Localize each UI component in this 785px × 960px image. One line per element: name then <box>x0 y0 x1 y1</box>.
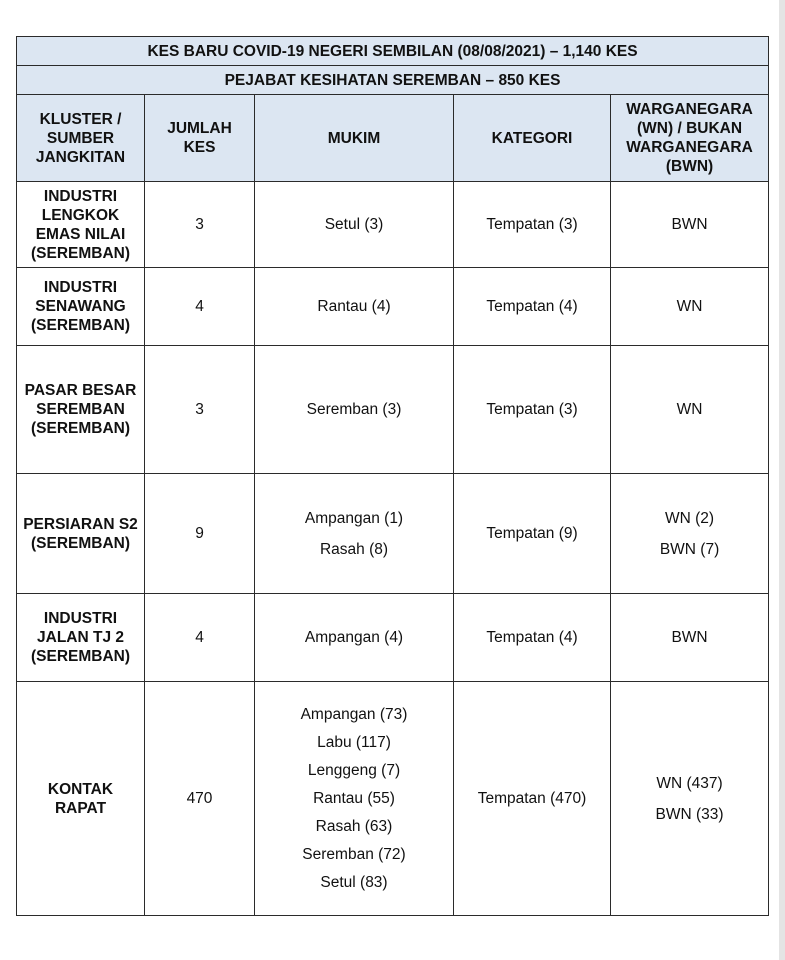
cluster-line: JALAN TJ 2 <box>37 629 124 646</box>
table-title: KES BARU COVID-19 NEGERI SEMBILAN (08/08/2021) – 1,140 KES <box>17 37 769 66</box>
count-cell: 9 <box>145 474 255 594</box>
category-cell: Tempatan (4) <box>454 594 611 682</box>
mukim-cell <box>255 682 454 916</box>
header-mukim: MUKIM <box>255 95 454 182</box>
citizenship-entry: BWN (7) <box>659 540 720 558</box>
title-row <box>17 37 769 66</box>
cluster-cell <box>17 182 145 268</box>
citizenship-entry: BWN (33) <box>655 805 724 823</box>
mukim-entry: Ampangan (1) <box>304 509 404 527</box>
header-cluster <box>17 95 145 182</box>
mukim-cell <box>255 268 454 346</box>
table-row <box>17 182 769 268</box>
header-citizenship-line: (WN) / BUKAN <box>637 120 743 137</box>
citizenship-entry: WN (2) <box>664 509 715 527</box>
citizenship-entry: WN (437) <box>656 774 723 792</box>
mukim-entry: Setul (3) <box>324 216 384 233</box>
category-cell: Tempatan (9) <box>454 474 611 594</box>
citizenship-entry: WN <box>676 401 703 418</box>
mukim-entry: Seremban (72) <box>302 845 406 863</box>
citizenship-cell <box>611 682 769 916</box>
covid-cases-table <box>16 36 769 916</box>
mukim-cell <box>255 474 454 594</box>
table-row <box>17 594 769 682</box>
mukim-entry: Rantau (4) <box>317 298 391 315</box>
cluster-line: (SEREMBAN) <box>30 648 131 665</box>
header-count-line: KES <box>183 139 216 156</box>
mukim-entry: Rasah (8) <box>319 540 389 558</box>
cluster-line: PERSIARAN S2 <box>23 515 138 533</box>
cluster-line: EMAS NILAI <box>35 225 126 243</box>
mukim-cell <box>255 594 454 682</box>
count-cell: 4 <box>145 594 255 682</box>
cluster-cell <box>17 346 145 474</box>
citizenship-cell <box>611 474 769 594</box>
citizenship-cell <box>611 346 769 474</box>
cluster-line: INDUSTRI <box>43 610 118 627</box>
subtitle-row <box>17 66 769 95</box>
cluster-line: SENAWANG <box>35 298 126 315</box>
count-cell: 4 <box>145 268 255 346</box>
cluster-line: (SEREMBAN) <box>30 534 131 552</box>
count-cell: 470 <box>145 682 255 916</box>
page-edge <box>779 0 785 960</box>
header-citizenship-line: WARGANEGARA <box>626 101 753 118</box>
cluster-line: (SEREMBAN) <box>30 317 131 334</box>
header-count <box>145 95 255 182</box>
header-citizenship <box>611 95 769 182</box>
mukim-cell <box>255 182 454 268</box>
citizenship-cell <box>611 594 769 682</box>
cluster-cell <box>17 682 145 916</box>
cluster-line: INDUSTRI <box>43 187 118 205</box>
table-row <box>17 682 769 916</box>
cluster-line: (SEREMBAN) <box>30 244 131 262</box>
cluster-cell <box>17 474 145 594</box>
cluster-line: SEREMBAN <box>36 401 125 418</box>
header-row <box>17 95 769 182</box>
cluster-line: PASAR BESAR <box>24 382 137 399</box>
category-cell: Tempatan (3) <box>454 346 611 474</box>
mukim-entry: Setul (83) <box>320 873 388 891</box>
header-cluster-line: JANGKITAN <box>35 148 126 166</box>
cluster-line: LENGKOK <box>41 206 120 224</box>
count-cell: 3 <box>145 346 255 474</box>
mukim-entry: Ampangan (73) <box>300 705 408 723</box>
header-count-line: JUMLAH <box>167 120 232 137</box>
citizenship-entry: BWN <box>671 629 708 646</box>
mukim-entry: Labu (117) <box>317 733 391 751</box>
category-cell: Tempatan (4) <box>454 268 611 346</box>
cluster-cell <box>17 594 145 682</box>
header-citizenship-line: (BWN) <box>665 158 714 175</box>
header-cluster-line: SUMBER <box>46 129 115 147</box>
category-cell: Tempatan (3) <box>454 182 611 268</box>
category-cell: Tempatan (470) <box>454 682 611 916</box>
cluster-line: KONTAK <box>47 780 114 798</box>
header-cluster-line: KLUSTER / <box>39 110 122 128</box>
count-cell: 3 <box>145 182 255 268</box>
table-row <box>17 346 769 474</box>
mukim-entry: Seremban (3) <box>306 401 402 418</box>
mukim-entry: Ampangan (4) <box>304 629 404 646</box>
header-citizenship-line: WARGANEGARA <box>626 139 753 156</box>
table-row <box>17 268 769 346</box>
citizenship-entry: WN <box>676 298 703 315</box>
mukim-entry: Rantau (55) <box>313 789 395 807</box>
citizenship-entry: BWN <box>671 216 708 233</box>
cluster-line: (SEREMBAN) <box>30 420 131 437</box>
cluster-line: RAPAT <box>54 799 107 817</box>
mukim-entry: Rasah (63) <box>315 817 393 835</box>
mukim-cell <box>255 346 454 474</box>
citizenship-cell <box>611 268 769 346</box>
header-category: KATEGORI <box>454 95 611 182</box>
table-row <box>17 474 769 594</box>
mukim-entry: Lenggeng (7) <box>307 761 401 779</box>
table-subtitle: PEJABAT KESIHATAN SEREMBAN – 850 KES <box>17 66 769 95</box>
cluster-cell <box>17 268 145 346</box>
cluster-line: INDUSTRI <box>43 279 118 296</box>
citizenship-cell <box>611 182 769 268</box>
